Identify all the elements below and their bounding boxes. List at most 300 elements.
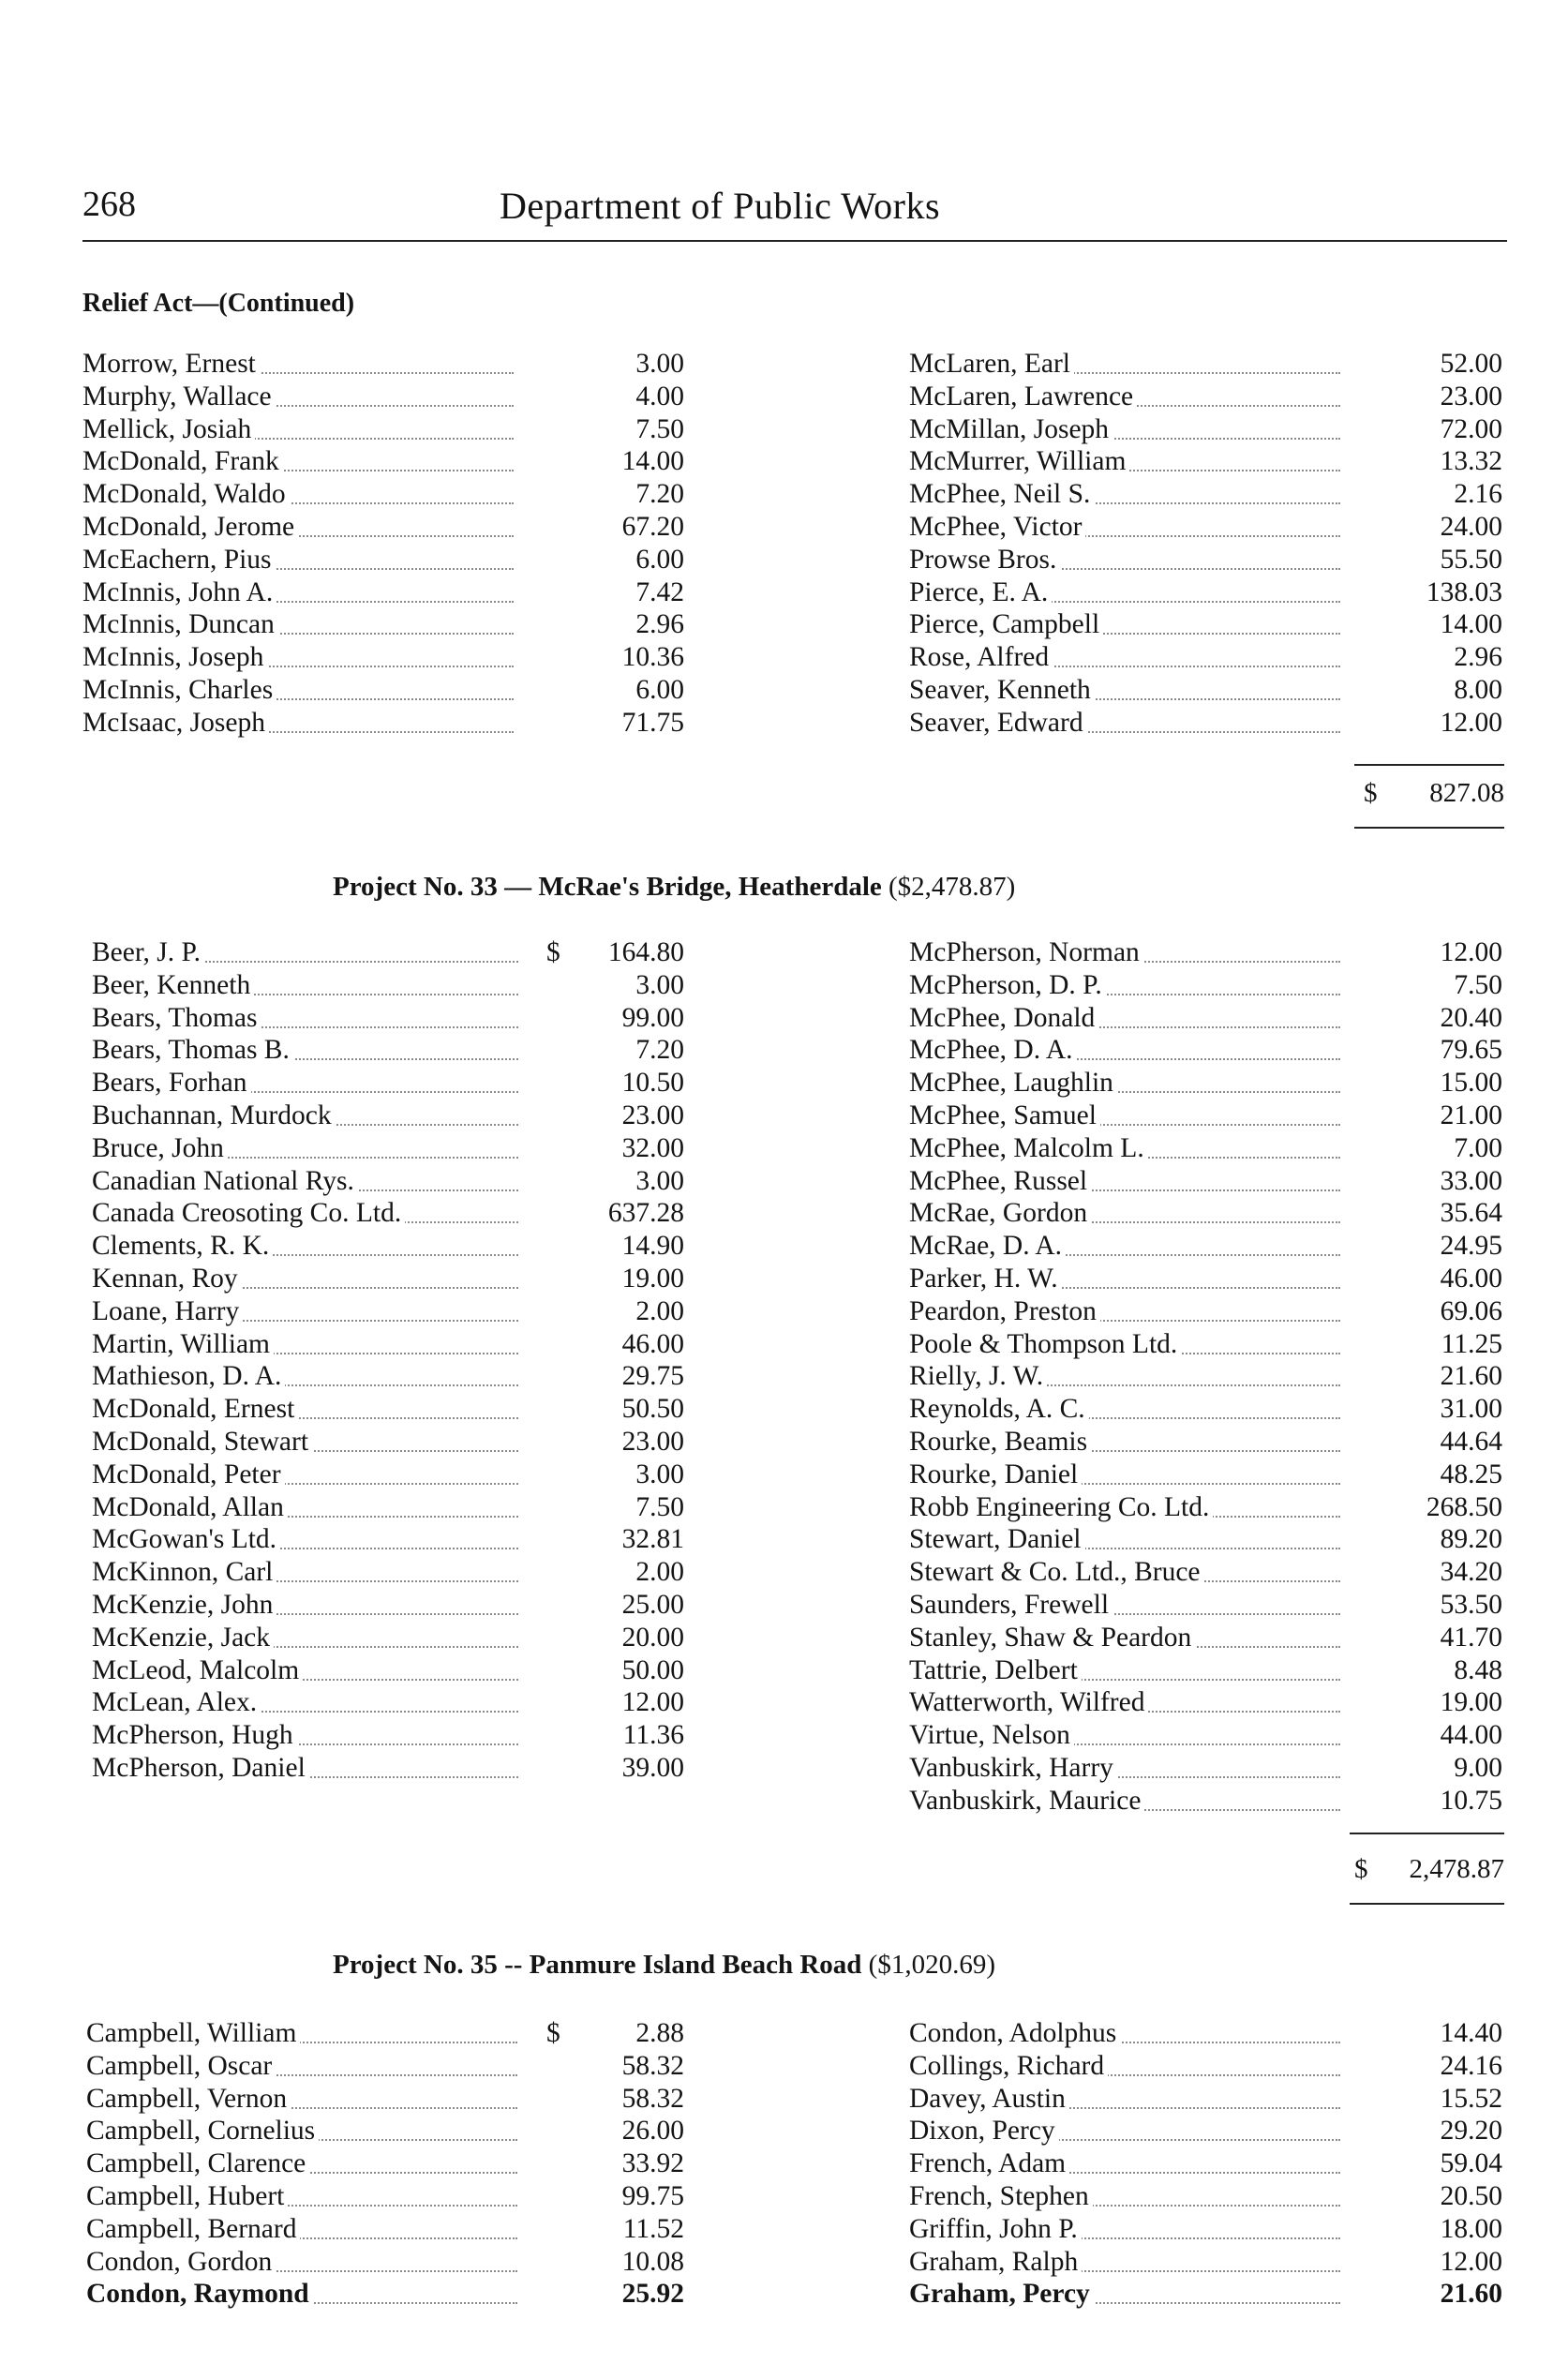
ledger-name-leader	[909, 1623, 1340, 1653]
ledger-name: Seaver, Kenneth	[909, 675, 1095, 705]
ledger-name-leader	[909, 1590, 1340, 1621]
ledger-name-leader	[909, 382, 1340, 412]
ledger-row	[82, 512, 684, 545]
ledger-name-leader	[92, 1035, 518, 1066]
ledger-row	[82, 609, 684, 642]
ledger-row	[82, 479, 684, 512]
ledger-name-leader	[909, 2018, 1340, 2049]
ledger-amount: 21.00	[1440, 1100, 1502, 1130]
ledger-name: McDonald, Waldo	[82, 479, 290, 509]
ledger-row	[909, 1231, 1502, 1264]
project-35-left-column	[86, 2018, 684, 2312]
ledger-row	[86, 2051, 684, 2084]
ledger-name: Graham, Percy	[909, 2279, 1094, 2309]
ledger-row	[86, 2116, 684, 2148]
ledger-name: Stewart & Co. Ltd., Bruce	[909, 1557, 1204, 1587]
header-rule	[82, 240, 1507, 242]
ledger-row	[909, 349, 1502, 382]
ledger-row	[92, 1623, 684, 1655]
ledger-row	[92, 1198, 684, 1231]
ledger-name: Campbell, Hubert	[86, 2181, 288, 2211]
ledger-row	[909, 1459, 1502, 1492]
ledger-name-leader	[909, 1133, 1340, 1164]
ledger-amount: 59.04	[1440, 2148, 1502, 2179]
ledger-amount: 2.88	[635, 2018, 684, 2048]
ledger-name: Virtue, Nelson	[909, 1720, 1074, 1750]
ledger-name: McKinnon, Carl	[92, 1557, 276, 1587]
ledger-name: McKenzie, John	[92, 1590, 276, 1620]
ledger-name: Campbell, Vernon	[86, 2084, 291, 2114]
ledger-name: Parker, H. W.	[909, 1264, 1062, 1294]
ledger-amount: 3.00	[635, 969, 684, 1000]
ledger-row	[909, 642, 1502, 675]
ledger-amount: 33.92	[621, 2148, 684, 2179]
ledger-amount: 10.75	[1440, 1785, 1502, 1816]
ledger-amount: 11.36	[622, 1720, 684, 1751]
ledger-name-leader	[909, 1786, 1340, 1817]
ledger-row	[909, 675, 1502, 708]
ledger-row	[909, 1524, 1502, 1557]
ledger-name: McPhee, Malcolm L.	[909, 1133, 1148, 1163]
ledger-row	[909, 1100, 1502, 1133]
ledger-amount: 52.00	[1440, 349, 1502, 379]
ledger-row	[82, 545, 684, 577]
ledger-name-leader	[92, 1427, 518, 1458]
ledger-name-leader	[92, 1524, 518, 1555]
ledger-row	[909, 2051, 1502, 2084]
ledger-row	[909, 545, 1502, 577]
ledger-name-leader	[86, 2214, 517, 2245]
ledger-amount: 15.52	[1440, 2083, 1502, 2114]
ledger-name-leader	[909, 609, 1340, 640]
ledger-row	[82, 382, 684, 414]
ledger-name-leader	[909, 970, 1340, 1001]
ledger-row	[82, 446, 684, 479]
ledger-amount: 10.36	[621, 642, 684, 673]
ledger-row	[909, 2214, 1502, 2247]
ledger-row	[82, 349, 684, 382]
ledger-name-leader	[82, 446, 514, 477]
ledger-name: Dixon, Percy	[909, 2116, 1059, 2146]
ledger-name: Campbell, William	[86, 2018, 300, 2048]
ledger-row	[909, 577, 1502, 610]
project-35-budget: ($1,020.69)	[868, 1950, 995, 1980]
ledger-row	[92, 1264, 684, 1296]
ledger-name-leader	[92, 1459, 518, 1490]
ledger-name: Rourke, Daniel	[909, 1459, 1082, 1489]
ledger-amount: 12.00	[1440, 707, 1502, 738]
ledger-amount: 23.00	[621, 1426, 684, 1457]
ledger-name: Pierce, Campbell	[909, 609, 1103, 639]
ledger-name: Watterworth, Wilfred	[909, 1687, 1148, 1717]
ledger-name-leader	[82, 708, 514, 739]
ledger-name-leader	[909, 1166, 1340, 1197]
ledger-name: Campbell, Cornelius	[86, 2116, 319, 2146]
relief-total-amount: 827.08	[1429, 778, 1504, 808]
ledger-amount: 89.20	[1440, 1524, 1502, 1555]
ledger-name: McPherson, D. P.	[909, 970, 1106, 1000]
ledger-name-leader	[92, 1753, 518, 1784]
ledger-amount: 12.00	[621, 1687, 684, 1718]
ledger-row	[909, 2084, 1502, 2117]
ledger-name-leader	[82, 512, 514, 543]
ledger-name: McRae, Gordon	[909, 1198, 1091, 1228]
ledger-name: Rose, Alfred	[909, 642, 1053, 672]
ledger-name-leader	[909, 2116, 1340, 2147]
ledger-amount: 24.16	[1440, 2050, 1502, 2081]
ledger-row	[92, 1003, 684, 1036]
ledger-row	[92, 1655, 684, 1688]
ledger-name: McLean, Alex.	[92, 1687, 261, 1717]
section-title-project-35	[333, 1950, 995, 1981]
ledger-amount: 35.64	[1440, 1198, 1502, 1229]
ledger-row	[909, 382, 1502, 414]
ledger-amount: 46.00	[621, 1328, 684, 1359]
ledger-name-leader	[909, 675, 1340, 706]
ledger-amount: 6.00	[635, 674, 684, 705]
ledger-name: Stewart, Daniel	[909, 1524, 1085, 1554]
project-33-total	[1354, 1854, 1504, 1885]
ledger-name-leader	[82, 349, 514, 380]
ledger-name-leader	[909, 1655, 1340, 1686]
ledger-name: Pierce, E. A.	[909, 577, 1052, 607]
ledger-name: Poole & Thompson Ltd.	[909, 1329, 1181, 1359]
ledger-name-leader	[909, 1753, 1340, 1784]
ledger-row	[909, 2116, 1502, 2148]
ledger-amount: 11.52	[622, 2213, 684, 2244]
ledger-amount: 14.00	[621, 446, 684, 477]
project-35-right-column	[909, 2018, 1502, 2312]
ledger-row	[92, 1329, 684, 1362]
ledger-name: McDonald, Jerome	[82, 512, 298, 542]
ledger-name: McPhee, D. A.	[909, 1035, 1077, 1065]
ledger-name-leader	[909, 1524, 1340, 1555]
ledger-name: Collings, Richard	[909, 2051, 1108, 2081]
ledger-name: Condon, Adolphus	[909, 2018, 1120, 2048]
ledger-name: Martin, William	[92, 1329, 274, 1359]
ledger-row	[909, 1427, 1502, 1459]
ledger-name: Davey, Austin	[909, 2084, 1069, 2114]
ledger-row	[909, 1133, 1502, 1166]
ledger-name: McLaren, Earl	[909, 349, 1074, 379]
ledger-name-leader	[909, 2051, 1340, 2082]
ledger-amount: 48.25	[1440, 1459, 1502, 1489]
ledger-amount: 2.96	[1454, 642, 1502, 673]
ledger-name: Rourke, Beamis	[909, 1427, 1091, 1457]
ledger-name-leader	[909, 1427, 1340, 1458]
ledger-name-leader	[909, 2148, 1340, 2179]
ledger-row	[909, 1623, 1502, 1655]
ledger-name-leader	[909, 1394, 1340, 1425]
ledger-amount: 24.95	[1440, 1231, 1502, 1262]
ledger-name-leader	[92, 1687, 518, 1718]
ledger-name: McPherson, Norman	[909, 937, 1143, 967]
ledger-amount: 50.50	[621, 1394, 684, 1425]
ledger-amount: 72.00	[1440, 413, 1502, 444]
ledger-name: Rielly, J. W.	[909, 1361, 1047, 1391]
ledger-row	[86, 2279, 684, 2312]
relief-left-column	[82, 349, 684, 741]
ledger-row	[92, 1687, 684, 1720]
ledger-name-leader	[909, 1100, 1340, 1131]
ledger-row	[909, 2148, 1502, 2181]
ledger-name: Morrow, Ernest	[82, 349, 260, 379]
ledger-name: McDonald, Frank	[82, 446, 283, 476]
ledger-name-leader	[909, 2181, 1340, 2212]
ledger-amount: 41.70	[1440, 1622, 1502, 1653]
ledger-name: McMurrer, William	[909, 446, 1129, 476]
ledger-amount: 138.03	[1426, 576, 1502, 607]
ledger-row	[909, 1264, 1502, 1296]
ledger-amount: 53.50	[1440, 1589, 1502, 1620]
ledger-amount: 3.00	[635, 349, 684, 379]
ledger-row	[909, 479, 1502, 512]
ledger-amount: 44.00	[1440, 1720, 1502, 1751]
project-35-title: Project No. 35 -- Panmure Island Beach Road	[333, 1950, 862, 1980]
ledger-name: Vanbuskirk, Harry	[909, 1753, 1117, 1783]
ledger-row	[82, 577, 684, 610]
ledger-name: Campbell, Bernard	[86, 2214, 300, 2244]
ledger-row	[909, 937, 1502, 970]
ledger-name: McPherson, Hugh	[92, 1720, 297, 1750]
ledger-amount: 13.32	[1440, 446, 1502, 477]
ledger-row	[909, 1786, 1502, 1818]
ledger-name-leader	[909, 1557, 1340, 1588]
ledger-name-leader	[92, 1133, 518, 1164]
ledger-amount: 164.80	[607, 937, 684, 967]
ledger-row	[909, 1753, 1502, 1786]
ledger-name: McPhee, Neil S.	[909, 479, 1094, 509]
ledger-name: Saunders, Frewell	[909, 1590, 1113, 1620]
ledger-name: Bears, Forhan	[92, 1068, 251, 1098]
ledger-name-leader	[909, 937, 1340, 968]
project-33-total-underline	[1350, 1903, 1504, 1905]
ledger-amount: 99.00	[621, 1002, 684, 1033]
ledger-name-leader	[86, 2018, 517, 2049]
ledger-amount: 7.50	[635, 1491, 684, 1522]
ledger-amount: 268.50	[1426, 1491, 1502, 1522]
ledger-name: Peardon, Preston	[909, 1296, 1100, 1326]
ledger-row	[909, 414, 1502, 447]
ledger-row	[909, 1003, 1502, 1036]
ledger-amount: 21.60	[1440, 1361, 1502, 1392]
ledger-amount: 8.00	[1454, 674, 1502, 705]
ledger-row	[92, 970, 684, 1003]
ledger-amount: 2.00	[635, 1557, 684, 1588]
ledger-amount: 10.08	[621, 2246, 684, 2277]
ledger-name: French, Stephen	[909, 2181, 1093, 2211]
ledger-name: Campbell, Clarence	[86, 2148, 309, 2178]
ledger-name-leader	[92, 1361, 518, 1392]
ledger-name: Mathieson, D. A.	[92, 1361, 285, 1391]
ledger-row	[92, 1427, 684, 1459]
ledger-amount: 18.00	[1440, 2213, 1502, 2244]
ledger-row	[86, 2148, 684, 2181]
ledger-name-leader	[909, 545, 1340, 576]
ledger-amount: 11.25	[1441, 1328, 1502, 1359]
ledger-name-leader	[92, 970, 518, 1001]
ledger-amount: 44.64	[1440, 1426, 1502, 1457]
ledger-name-leader	[92, 1590, 518, 1621]
ledger-name-leader	[92, 1068, 518, 1099]
ledger-name: Beer, J. P.	[92, 937, 204, 967]
ledger-name: Murphy, Wallace	[82, 382, 276, 411]
ledger-name-leader	[909, 2279, 1340, 2310]
project-33-left-column	[92, 937, 684, 1786]
ledger-name-leader	[909, 414, 1340, 445]
relief-right-column	[909, 349, 1502, 741]
ledger-amount: 7.50	[1454, 969, 1502, 1000]
ledger-row	[909, 1394, 1502, 1427]
ledger-row	[92, 1492, 684, 1525]
ledger-row	[909, 1687, 1502, 1720]
ledger-name: Stanley, Shaw & Peardon	[909, 1623, 1195, 1653]
ledger-row	[909, 970, 1502, 1003]
ledger-amount: 39.00	[621, 1752, 684, 1783]
relief-total-underline	[1354, 827, 1504, 829]
ledger-row	[909, 609, 1502, 642]
ledger-name-leader	[82, 479, 514, 510]
ledger-name-leader	[909, 512, 1340, 543]
ledger-row	[92, 1068, 684, 1100]
ledger-row	[92, 1524, 684, 1557]
ledger-amount: 19.00	[1440, 1687, 1502, 1718]
ledger-amount: 31.00	[1440, 1394, 1502, 1425]
ledger-name: McKenzie, Jack	[92, 1623, 274, 1653]
ledger-amount: 79.65	[1440, 1035, 1502, 1066]
ledger-name-leader	[86, 2084, 517, 2115]
ledger-name-leader	[82, 545, 514, 576]
ledger-name: McLaren, Lawrence	[909, 382, 1137, 411]
ledger-name-leader	[92, 1655, 518, 1686]
ledger-name-leader	[86, 2181, 517, 2212]
ledger-amount: 14.00	[1440, 609, 1502, 640]
ledger-amount: 67.20	[621, 511, 684, 542]
ledger-name-leader	[909, 1035, 1340, 1066]
project-33-right-column	[909, 937, 1502, 1818]
ledger-name-leader	[92, 1720, 518, 1751]
ledger-name-leader	[92, 1003, 518, 1034]
ledger-row	[92, 1557, 684, 1590]
ledger-name-leader	[82, 642, 514, 673]
ledger-name-leader	[909, 1720, 1340, 1751]
ledger-row	[909, 1035, 1502, 1068]
ledger-name-leader	[909, 577, 1340, 608]
ledger-row	[82, 708, 684, 741]
ledger-row	[909, 1296, 1502, 1329]
ledger-name: Reynolds, A. C.	[909, 1394, 1089, 1424]
ledger-amount: 58.32	[621, 2050, 684, 2081]
ledger-amount: 26.00	[621, 2116, 684, 2147]
ledger-name: McGowan's Ltd.	[92, 1524, 280, 1554]
ledger-row	[909, 2181, 1502, 2214]
ledger-amount: 29.75	[621, 1361, 684, 1392]
ledger-amount: 71.75	[621, 707, 684, 738]
ledger-row	[909, 1720, 1502, 1753]
ledger-amount: 99.75	[621, 2180, 684, 2211]
project-33-title: Project No. 33 — McRae's Bridge, Heatherdale	[333, 872, 882, 902]
ledger-name: McPhee, Victor	[909, 512, 1085, 542]
ledger-dollar-sign: $	[546, 937, 560, 967]
project-33-total-rule	[1350, 1833, 1504, 1834]
ledger-name-leader	[92, 1329, 518, 1360]
ledger-amount: 32.81	[621, 1524, 684, 1555]
ledger-name: Prowse Bros.	[909, 545, 1060, 575]
ledger-name: Clements, R. K.	[92, 1231, 273, 1261]
ledger-name-leader	[909, 708, 1340, 739]
page-header	[82, 184, 1507, 240]
ledger-amount: 14.90	[621, 1231, 684, 1262]
ledger-name-leader	[909, 479, 1340, 510]
ledger-row	[909, 1655, 1502, 1688]
ledger-name-leader	[92, 1198, 518, 1229]
ledger-name-leader	[92, 1296, 518, 1327]
ledger-row	[92, 1231, 684, 1264]
ledger-amount: 7.42	[635, 576, 684, 607]
relief-total	[1364, 778, 1504, 809]
ledger-row	[92, 1133, 684, 1166]
ledger-amount: 9.00	[1454, 1752, 1502, 1783]
ledger-name: Tattrie, Delbert	[909, 1655, 1082, 1685]
ledger-row	[92, 1361, 684, 1394]
ledger-name: McPhee, Laughlin	[909, 1068, 1117, 1098]
ledger-row	[86, 2084, 684, 2117]
page-title: Department of Public Works	[500, 185, 941, 227]
ledger-amount: 20.50	[1440, 2180, 1502, 2211]
ledger-row	[92, 1459, 684, 1492]
ledger-row	[92, 1296, 684, 1329]
ledger-name-leader	[909, 1687, 1340, 1718]
ledger-name: Condon, Raymond	[86, 2279, 313, 2309]
ledger-amount: 12.00	[1440, 937, 1502, 967]
ledger-name: Bears, Thomas	[92, 1003, 261, 1033]
ledger-name-leader	[86, 2279, 517, 2310]
ledger-name: McDonald, Peter	[92, 1459, 285, 1489]
ledger-amount: 8.48	[1454, 1654, 1502, 1685]
ledger-row	[909, 1198, 1502, 1231]
ledger-name: McMillan, Joseph	[909, 414, 1113, 444]
ledger-row	[909, 708, 1502, 741]
ledger-row	[909, 1068, 1502, 1100]
ledger-amount: 50.00	[621, 1654, 684, 1685]
ledger-amount: 2.00	[635, 1295, 684, 1326]
ledger-amount: 6.00	[635, 544, 684, 575]
ledger-amount: 2.16	[1454, 479, 1502, 510]
ledger-amount: 69.06	[1440, 1295, 1502, 1326]
ledger-name: Bears, Thomas B.	[92, 1035, 293, 1065]
ledger-name-leader	[86, 2148, 517, 2179]
ledger-row	[82, 642, 684, 675]
ledger-name-leader	[86, 2247, 517, 2278]
ledger-name: McLeod, Malcolm	[92, 1655, 303, 1685]
ledger-name: Kennan, Roy	[92, 1264, 242, 1294]
ledger-amount: 19.00	[621, 1263, 684, 1294]
ledger-name: McDonald, Allan	[92, 1492, 288, 1522]
ledger-name-leader	[92, 1623, 518, 1653]
ledger-name-leader	[909, 1296, 1340, 1327]
ledger-row	[909, 2018, 1502, 2051]
ledger-amount: 24.00	[1440, 511, 1502, 542]
ledger-amount: 7.20	[635, 479, 684, 510]
ledger-amount: 14.40	[1440, 2018, 1502, 2048]
ledger-name-leader	[909, 349, 1340, 380]
ledger-name: Griffin, John P.	[909, 2214, 1082, 2244]
ledger-name-leader	[92, 1100, 518, 1131]
ledger-row	[909, 1590, 1502, 1623]
ledger-amount: 29.20	[1440, 2116, 1502, 2147]
ledger-name-leader	[92, 937, 518, 968]
ledger-row	[86, 2018, 684, 2051]
